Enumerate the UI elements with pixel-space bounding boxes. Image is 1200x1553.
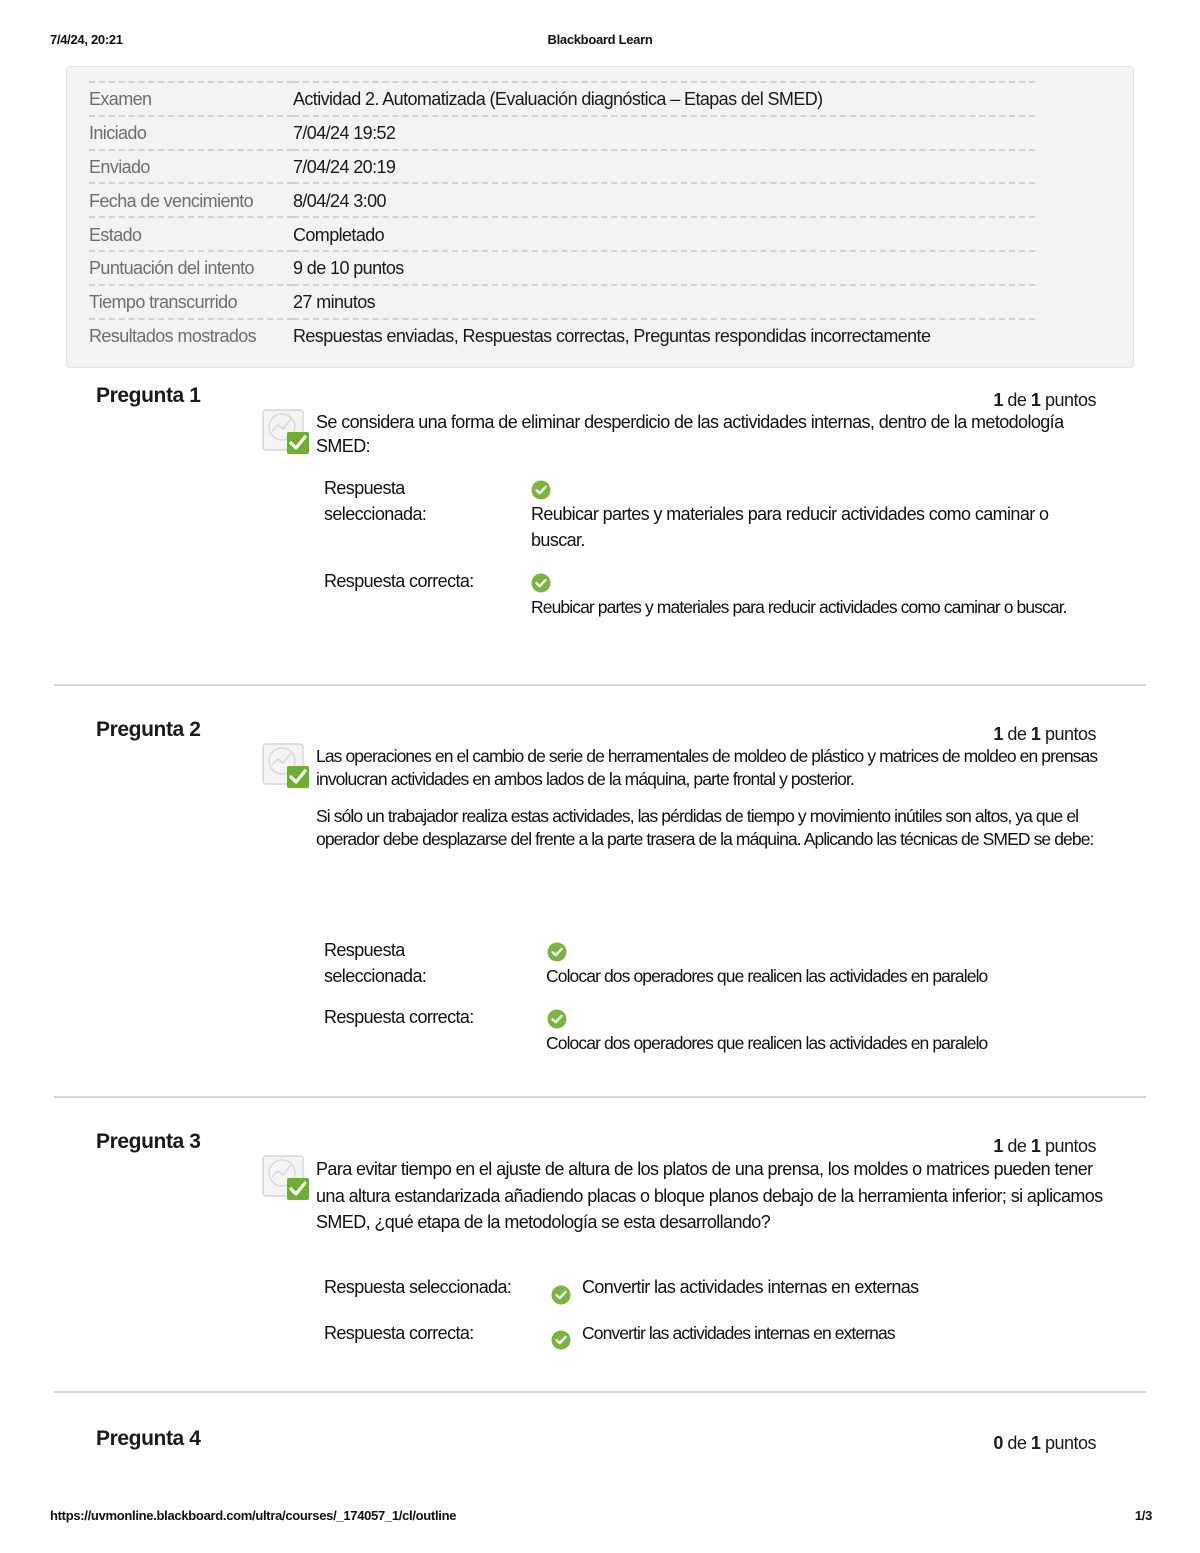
points-earned: 1 <box>993 724 1003 744</box>
correct-answer-text: Colocar dos operadores que realicen las actividades en paralelo <box>546 1033 988 1053</box>
summary-label: Examen <box>89 82 293 116</box>
question-3 <box>54 1130 1146 1393</box>
correct-check-icon <box>531 480 551 500</box>
attempt-summary-table <box>89 81 1035 352</box>
question-title: Pregunta 1 <box>96 384 201 407</box>
selected-answer-text: Reubicar partes y materiales para reducir actividades como caminar o buscar. <box>531 504 1049 550</box>
summary-value: 7/04/24 20:19 <box>293 150 1035 184</box>
correct-check-icon <box>551 1330 571 1350</box>
correct-answer-label: Respuesta correcta: <box>324 1323 474 1343</box>
print-date: 7/4/24, 20:21 <box>50 32 123 47</box>
question-title: Pregunta 3 <box>96 1130 201 1153</box>
points-earned: 1 <box>993 1136 1003 1156</box>
correct-check-icon <box>547 942 567 962</box>
summary-value: Actividad 2. Automatizada (Evaluación diagnóstica – Etapas del SMED) <box>293 82 1035 116</box>
print-page-title: Blackboard Learn <box>547 32 653 47</box>
points-total: 1 <box>1030 724 1041 744</box>
points-of: de <box>1007 1136 1027 1156</box>
points-earned: 0 <box>993 1433 1003 1453</box>
question-text <box>316 410 1106 458</box>
question-4 <box>54 1427 1146 1467</box>
correct-answer-text: Reubicar partes y materiales para reducir actividades como caminar o buscar. <box>531 597 1067 617</box>
summary-label: Resultados mostrados <box>89 319 293 353</box>
selected-answer-label: Respuesta seleccionada: <box>324 478 427 524</box>
correct-answer-label: Respuesta correcta: <box>324 1007 474 1027</box>
attempt-summary-panel <box>66 66 1134 368</box>
points-unit: puntos <box>1044 1136 1096 1156</box>
print-footer <box>0 1508 1200 1526</box>
selected-answer-label: Respuesta seleccionada: <box>324 1277 512 1297</box>
question-paragraph: Se considera una forma de eliminar desperdicio de las actividades internas, dentro de la metodología SMED: <box>316 412 1064 456</box>
summary-row-due-date <box>89 183 1035 217</box>
points-total: 1 <box>1030 1136 1041 1156</box>
summary-label: Iniciado <box>89 116 293 150</box>
summary-label: Puntuación del intento <box>89 251 293 285</box>
points-unit: puntos <box>1044 1433 1096 1453</box>
question-paragraph: Las operaciones en el cambio de serie de herramentales de moldeo de plástico y matrices de moldeo en prensas involucran actividades en ambos lados de la máquina, parte frontal y posterior. <box>316 746 1098 789</box>
points-total: 1 <box>1030 1433 1041 1453</box>
correct-answer-label: Respuesta correcta: <box>324 571 474 591</box>
summary-value: 7/04/24 19:52 <box>293 116 1035 150</box>
question-points <box>993 390 1096 411</box>
points-earned: 1 <box>993 390 1003 410</box>
question-title: Pregunta 4 <box>96 1427 201 1450</box>
question-text <box>316 1156 1106 1236</box>
print-header <box>0 32 1200 50</box>
question-paragraph: Para evitar tiempo en el ajuste de altura de los platos de una prensa, los moldes o matrices pueden tener una altura estandarizada añadiendo placas o bloque planos debajo de la herramienta inferior; si aplicamos SMED, ¿qué etapa de la metodología se esta desarrollando? <box>316 1159 1103 1232</box>
summary-row-exam <box>89 82 1035 116</box>
points-unit: puntos <box>1044 724 1096 744</box>
graded-correct-icon <box>260 740 310 790</box>
summary-row-results-shown <box>89 319 1035 353</box>
question-points <box>993 724 1096 745</box>
summary-row-started <box>89 116 1035 150</box>
graded-correct-icon <box>260 406 310 456</box>
selected-answer-text: Convertir las actividades internas en externas <box>582 1277 919 1297</box>
question-title: Pregunta 2 <box>96 718 201 741</box>
correct-check-icon <box>551 1285 571 1305</box>
question-1 <box>54 384 1146 686</box>
points-total: 1 <box>1030 390 1041 410</box>
summary-row-score <box>89 251 1035 285</box>
summary-value: 8/04/24 3:00 <box>293 183 1035 217</box>
page-number: 1/3 <box>1134 1508 1152 1523</box>
selected-answer-label: Respuesta seleccionada: <box>324 940 427 986</box>
summary-value: 27 minutos <box>293 285 1035 319</box>
summary-value: Respuestas enviadas, Respuestas correctas, Preguntas respondidas incorrectamente <box>293 319 1035 353</box>
page-url[interactable]: https://uvmonline.blackboard.com/ultra/courses/_174057_1/cl/outline <box>50 1508 457 1523</box>
summary-label: Enviado <box>89 150 293 184</box>
summary-label: Tiempo transcurrido <box>89 285 293 319</box>
summary-value: Completado <box>293 217 1035 251</box>
points-unit: puntos <box>1044 390 1096 410</box>
question-2 <box>54 718 1146 1098</box>
graded-correct-icon <box>260 1152 310 1202</box>
summary-label: Estado <box>89 217 293 251</box>
summary-row-status <box>89 217 1035 251</box>
question-points <box>993 1433 1096 1454</box>
summary-row-submitted <box>89 150 1035 184</box>
points-of: de <box>1007 390 1027 410</box>
selected-answer-text: Colocar dos operadores que realicen las actividades en paralelo <box>546 966 988 986</box>
question-paragraph: Si sólo un trabajador realiza estas actividades, las pérdidas de tiempo y movimiento inútiles son altos, ya que el operador debe desplazarse del frente a la parte trasera de la máquina. Aplicando las técnicas de SMED se debe: <box>316 806 1094 849</box>
correct-answer-text: Convertir las actividades internas en externas <box>582 1323 895 1343</box>
points-of: de <box>1007 724 1027 744</box>
summary-row-elapsed-time <box>89 285 1035 319</box>
correct-check-icon <box>531 573 551 593</box>
correct-check-icon <box>547 1009 567 1029</box>
points-of: de <box>1007 1433 1027 1453</box>
summary-value: 9 de 10 puntos <box>293 251 1035 285</box>
question-text <box>316 745 1106 851</box>
question-points <box>993 1136 1096 1157</box>
summary-label: Fecha de vencimiento <box>89 183 293 217</box>
